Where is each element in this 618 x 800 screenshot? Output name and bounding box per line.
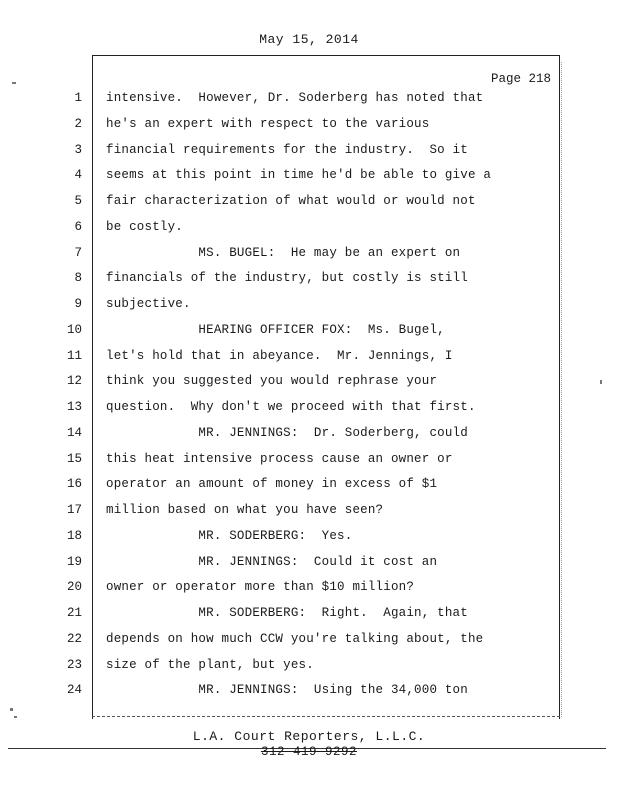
transcript-line (0, 323, 618, 341)
line-text: question. Why don't we proceed with that first. (106, 400, 476, 414)
transcript-line (0, 400, 618, 418)
scan-speck (12, 82, 16, 84)
line-text: this heat intensive process cause an owner or (106, 451, 453, 466)
line-number: 18 (66, 528, 82, 543)
line-number: 6 (74, 219, 82, 234)
line-text: be costly. (106, 219, 184, 234)
transcript-line (0, 529, 618, 547)
footer-reporter-name: L.A. Court Reporters, L.L.C. (192, 729, 426, 744)
line-text: operator an amount of money in excess of $1 (106, 477, 438, 492)
line-number: 11 (66, 348, 82, 363)
transcript-line (0, 683, 618, 701)
line-number: 3 (74, 142, 82, 157)
transcript-line (0, 555, 618, 573)
line-text: MR. SODERBERG: Right. Again, that (106, 606, 468, 620)
line-text: financials of the industry, but costly is still (106, 271, 468, 286)
page-number: Page 218 (490, 72, 551, 86)
transcript-line (0, 477, 618, 495)
line-text: let's hold that in abeyance. Mr. Jennings, I (106, 348, 453, 363)
scan-speck (600, 380, 602, 384)
line-text: MR. JENNINGS: Using the 34,000 ton (106, 683, 468, 698)
line-text: financial requirements for the industry. So it (106, 142, 468, 157)
transcript-line (0, 349, 618, 367)
line-number: 13 (66, 400, 82, 414)
line-text: he's an expert with respect to the various (106, 116, 430, 131)
line-number: 21 (66, 606, 82, 620)
line-number: 8 (74, 271, 82, 286)
transcript-line (0, 632, 618, 650)
transcript-line (0, 246, 618, 264)
transcript-line (0, 297, 618, 315)
transcript-line (0, 503, 618, 521)
transcript-line (0, 91, 618, 109)
line-text: MR. JENNINGS: Dr. Soderberg, could (106, 425, 468, 440)
transcript-line (0, 374, 618, 392)
line-number: 15 (66, 451, 82, 466)
line-text: MR. SODERBERG: Yes. (106, 528, 353, 543)
line-number: 22 (66, 631, 82, 646)
line-text: HEARING OFFICER FOX: Ms. Bugel, (106, 322, 445, 337)
line-number: 10 (66, 322, 82, 337)
line-text: million based on what you have seen? (106, 503, 384, 517)
transcript-line (0, 658, 618, 676)
transcript-line (0, 580, 618, 598)
line-text: fair characterization of what would or would not (106, 194, 476, 208)
line-number: 1 (74, 91, 82, 105)
line-text: think you suggested you would rephrase your (106, 374, 438, 389)
transcript-line (0, 220, 618, 238)
line-number: 12 (66, 374, 82, 389)
line-text: MS. BUGEL: He may be an expert on (106, 245, 461, 260)
line-number: 7 (74, 245, 82, 260)
transcript-line (0, 452, 618, 470)
transcript-line (0, 606, 618, 624)
line-text: owner or operator more than $10 million? (106, 580, 415, 595)
transcript-line (0, 194, 618, 212)
transcript-line (0, 426, 618, 444)
transcript-line (0, 168, 618, 186)
line-number: 9 (74, 297, 82, 311)
footer-phone: 312-419-9292 (260, 745, 357, 759)
transcript-date: May 15, 2014 (259, 32, 359, 47)
transcript-line (0, 117, 618, 135)
line-number: 17 (66, 503, 82, 517)
line-text: size of the plant, but yes. (106, 657, 314, 672)
line-number: 20 (66, 580, 82, 595)
line-text: subjective. (106, 297, 191, 311)
line-text: intensive. However, Dr. Soderberg has noted that (106, 91, 484, 105)
line-number: 4 (74, 168, 82, 183)
transcript-line (0, 143, 618, 161)
frame-bottom-edge (92, 716, 560, 717)
line-number: 16 (66, 477, 82, 492)
line-number: 5 (74, 194, 82, 208)
scan-speck (14, 716, 17, 718)
line-text: MR. JENNINGS: Could it cost an (106, 554, 438, 569)
line-text: seems at this point in time he'd be able to give a (106, 168, 492, 183)
scan-speck (10, 708, 13, 711)
line-number: 14 (66, 425, 82, 440)
line-number: 2 (74, 116, 82, 131)
line-number: 24 (66, 683, 82, 698)
line-number: 23 (66, 657, 82, 672)
line-number: 19 (66, 554, 82, 569)
line-text: depends on how much CCW you're talking about, the (106, 631, 484, 646)
transcript-line (0, 271, 618, 289)
